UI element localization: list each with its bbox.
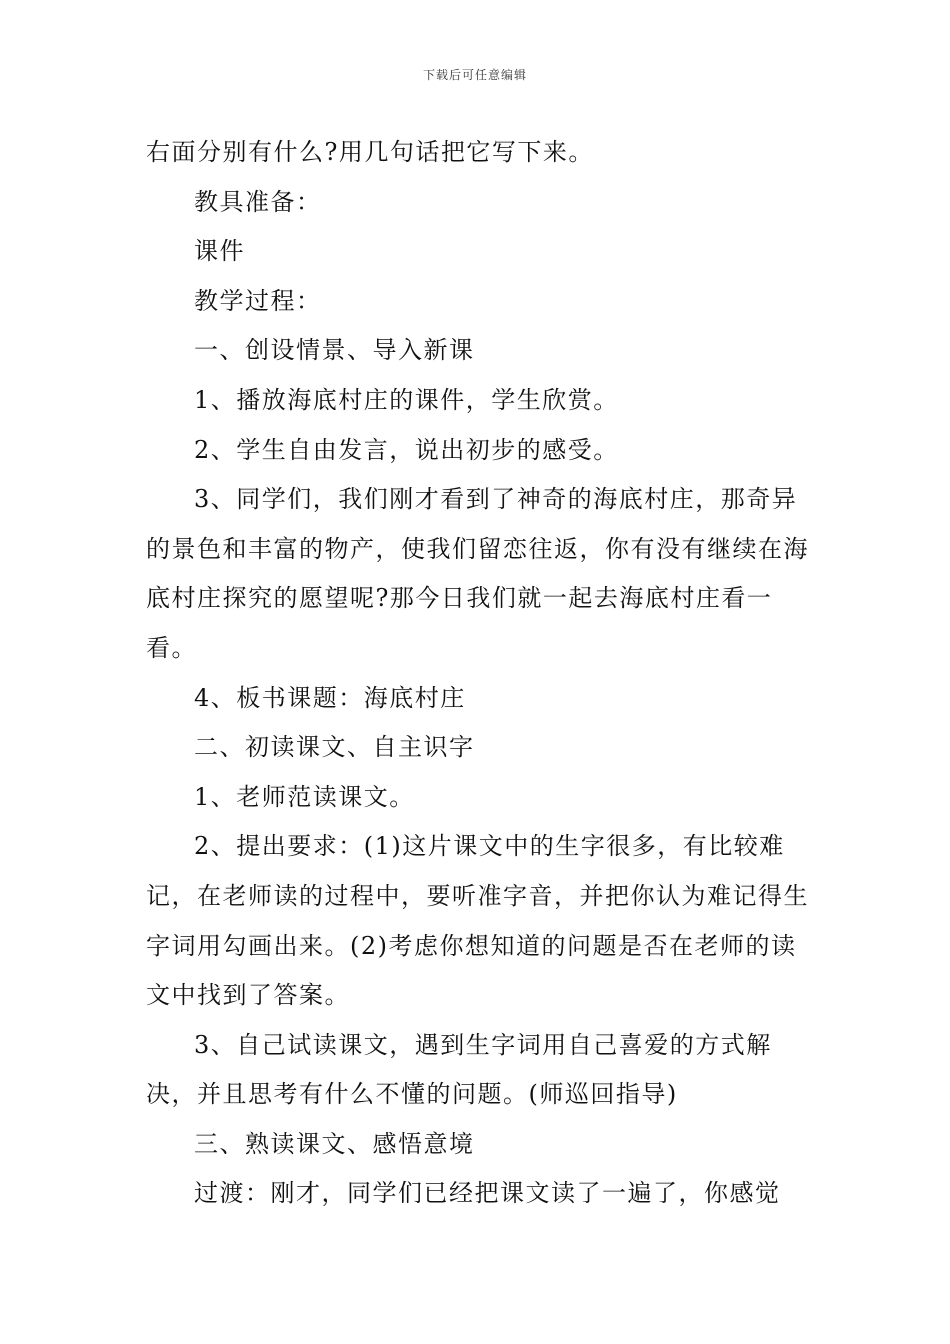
paragraph: 过渡：刚才，同学们已经把课文读了一遍了，你感觉 bbox=[194, 1179, 781, 1208]
paragraph: 2、提出要求：(1)这片课文中的生字很多，有比较难记，在老师读的过程中，要听准字音，并把你认为难记得生字词用勾画出来。(2)考虑你想知道的问题是否在老师的读文中找到了答案。 bbox=[146, 832, 809, 1010]
paragraph: 右面分别有什么?用几句话把它写下来。 bbox=[146, 138, 594, 166]
paragraph: 2、学生自由发言，说出初步的感受。 bbox=[194, 435, 619, 464]
section-heading: 教学过程： bbox=[194, 286, 322, 315]
paragraph: 1、老师范读课文。 bbox=[194, 782, 415, 811]
paragraph: 教具准备： bbox=[194, 187, 322, 216]
document-body bbox=[146, 128, 818, 1219]
page-header-note: 下载后可任意编辑 bbox=[422, 68, 527, 82]
paragraph: 4、板书课题：海底村庄 bbox=[194, 683, 466, 712]
paragraph: 3、同学们，我们刚才看到了神奇的海底村庄，那奇异的景色和丰富的物产，使我们留恋往返，你有没有继续在海底村庄探究的愿望呢?那今日我们就一起去海底村庄看一看。 bbox=[146, 485, 809, 662]
section-heading: 三、熟读课文、感悟意境 bbox=[194, 1129, 475, 1158]
section-heading: 二、初读课文、自主识字 bbox=[194, 733, 475, 762]
section-heading: 一、创设情景、导入新课 bbox=[194, 336, 475, 365]
paragraph: 3、自己试读课文，遇到生字词用自己喜爱的方式解决，并且思考有什么不懂的问题。(师巡回指导) bbox=[146, 1030, 772, 1109]
paragraph: 1、播放海底村庄的课件，学生欣赏。 bbox=[194, 385, 619, 414]
paragraph: 课件 bbox=[194, 237, 245, 266]
